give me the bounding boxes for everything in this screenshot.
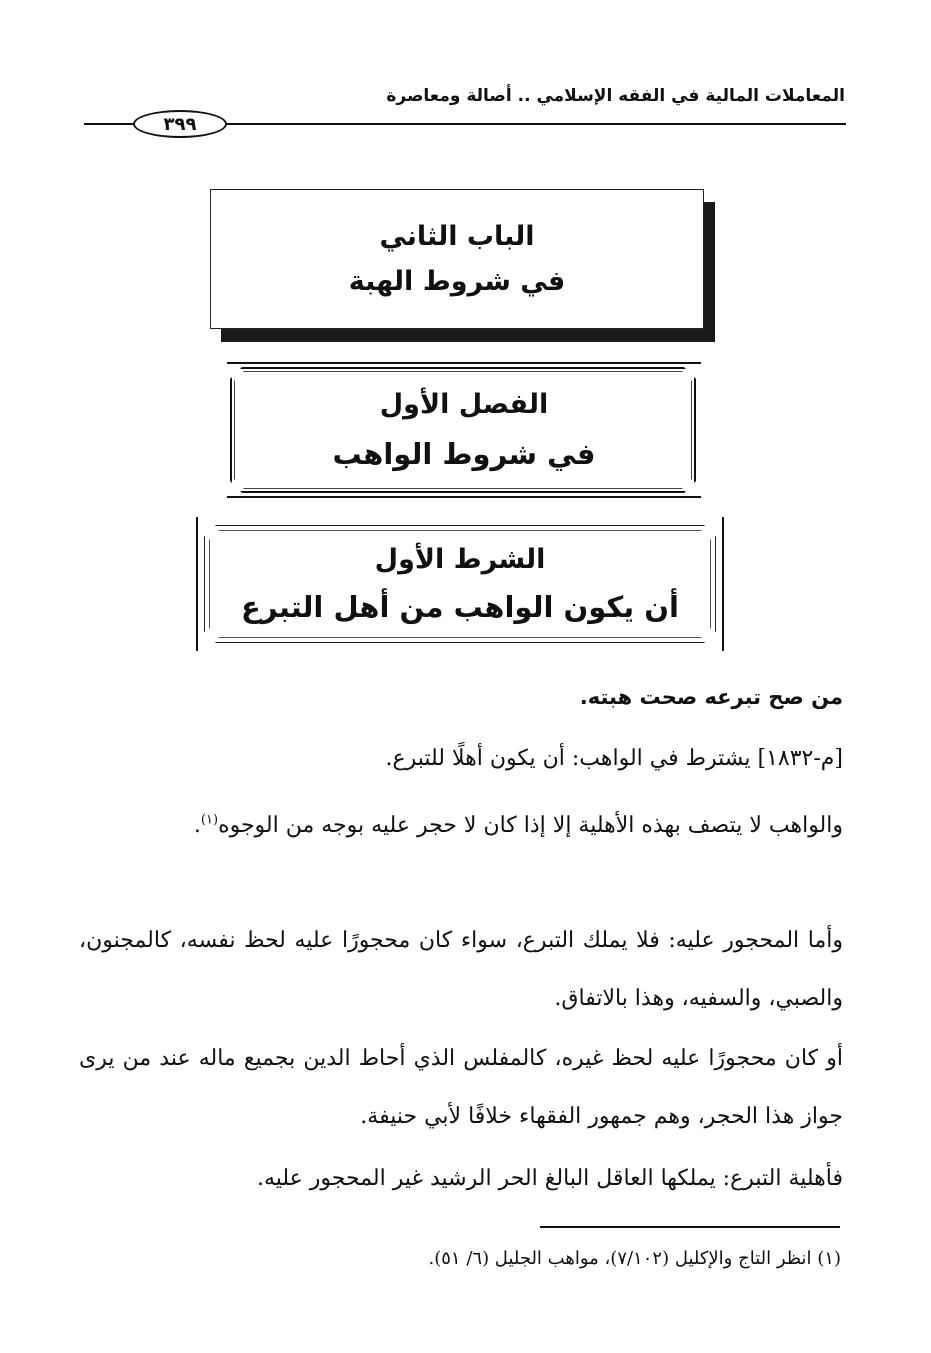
article-paragraph: [م-١٨٣٢] يشترط في الواهب: أن يكون أهلًا للتبرع. — [385, 746, 843, 771]
paragraph-3: أو كان محجورًا عليه لحظ غيره، كالمفلس الذي أحاط الدين بجميع ماله عند من يرى جواز هذا الحجر، وهم جمهور الفقهاء خلافًا لأبي حنيفة. — [79, 1046, 843, 1129]
section-subtitle: في شروط الواهب — [332, 436, 596, 471]
running-title: المعاملات المالية في الفقه الإسلامي .. أصالة ومعاصرة — [386, 86, 845, 106]
footnote-separator — [540, 1226, 840, 1228]
condition-subtitle: أن يكون الواهب من أهل التبرع — [241, 589, 679, 624]
paragraph-1-text: والواهب لا يتصف بهذه الأهلية إلا إذا كان لا حجر عليه بوجه من الوجوه — [218, 813, 843, 838]
chapter-title: الباب الثاني — [379, 220, 535, 252]
page-number: ٣٩٩ — [133, 110, 227, 138]
paragraph-1 — [79, 797, 843, 855]
chapter-subtitle: في شروط الهبة — [348, 266, 566, 297]
footnote: (١) انظر التاج والإكليل (٧/١٠٢)، مواهب الجليل (٦/ ٥١). — [428, 1248, 841, 1269]
chapter-heading-box — [210, 189, 704, 329]
paragraph-4: فأهلية التبرع: يملكها العاقل البالغ الحر الرشيد غير المحجور عليه. — [256, 1166, 843, 1191]
footnote-reference: (١) — [200, 812, 219, 828]
condition-title: الشرط الأول — [374, 543, 546, 575]
paragraph-1-end: . — [193, 813, 201, 838]
rule-statement: من صح تبرعه صحت هبته. — [579, 685, 843, 709]
condition-heading-box — [196, 517, 724, 651]
section-title: الفصل الأول — [379, 388, 549, 420]
paragraph-2: وأما المحجور عليه: فلا يملك التبرع، سواء كان محجورًا عليه لحظ نفسه، كالمجنون، والصبي، والسفيه، وهذا بالاتفاق. — [79, 928, 843, 1011]
section-heading-box — [227, 362, 701, 498]
